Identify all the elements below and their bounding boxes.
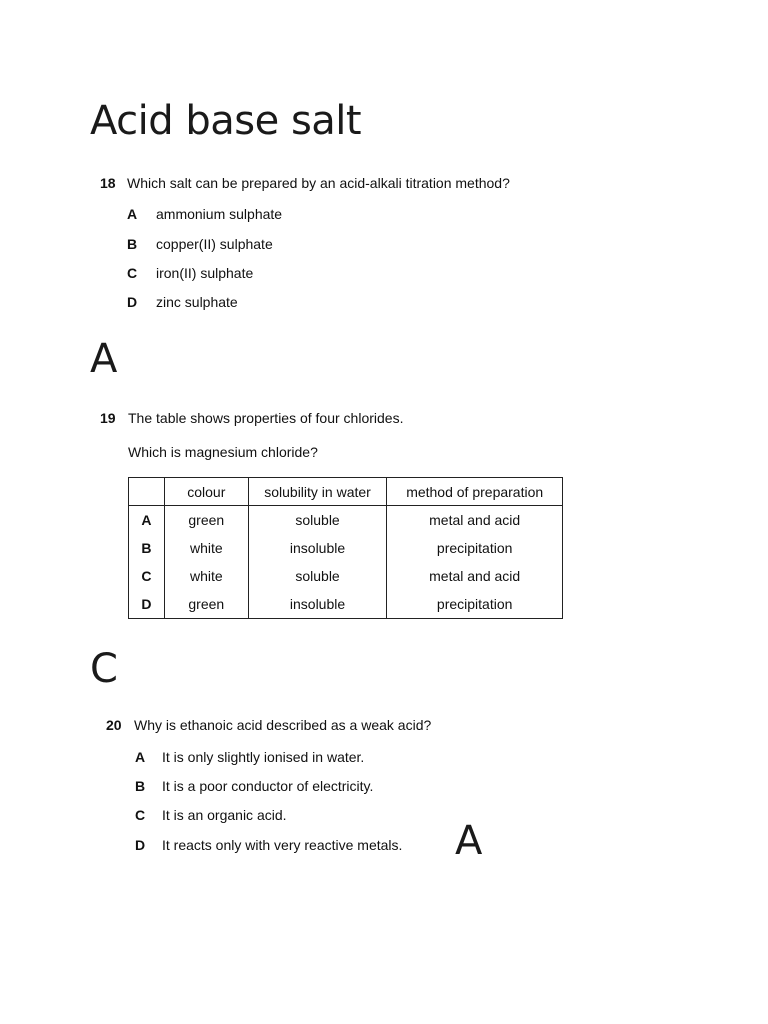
table-cell: precipitation (387, 590, 563, 619)
table-cell: precipitation (387, 534, 563, 562)
table-cell: green (164, 590, 248, 619)
answer-20: A (455, 818, 483, 864)
question-number: 18 (100, 175, 116, 191)
option-letter: B (127, 236, 138, 252)
option-text: copper(II) sulphate (156, 236, 273, 252)
table-cell: soluble (248, 562, 387, 590)
table-row (129, 562, 563, 590)
table-cell: B (129, 534, 165, 562)
option-text: zinc sulphate (156, 294, 238, 310)
question-subtext: Which is magnesium chloride? (128, 444, 318, 460)
table-cell: metal and acid (387, 562, 563, 590)
question-number: 19 (100, 410, 116, 426)
answer-19: C (90, 646, 118, 692)
option-letter: B (135, 778, 146, 794)
table-header-row (129, 478, 563, 506)
option-letter: A (135, 749, 146, 765)
table-header: colour (164, 478, 248, 506)
table-row (129, 506, 563, 535)
option-letter: A (127, 206, 138, 222)
question-text: The table shows properties of four chlorides. (128, 410, 404, 426)
option-letter: D (127, 294, 138, 310)
table-header: solubility in water (248, 478, 387, 506)
table-cell: D (129, 590, 165, 619)
table-cell: C (129, 562, 165, 590)
question-text: Which salt can be prepared by an acid-alkali titration method? (127, 175, 510, 191)
option-text: It is only slightly ionised in water. (162, 749, 365, 765)
question-number: 20 (106, 717, 122, 733)
table-cell: white (164, 562, 248, 590)
table-cell: metal and acid (387, 506, 563, 535)
option-text: It is a poor conductor of electricity. (162, 778, 374, 794)
page-title: Acid base salt (90, 98, 362, 144)
table-row (129, 534, 563, 562)
table-header: method of preparation (387, 478, 563, 506)
option-letter: D (135, 837, 146, 853)
table-cell: green (164, 506, 248, 535)
table-header (129, 478, 165, 506)
chlorides-table (128, 477, 563, 619)
option-letter: C (135, 807, 146, 823)
option-text: It reacts only with very reactive metals. (162, 837, 403, 853)
question-text: Why is ethanoic acid described as a weak acid? (134, 717, 432, 733)
option-text: iron(II) sulphate (156, 265, 254, 281)
option-text: ammonium sulphate (156, 206, 283, 222)
table-row (129, 590, 563, 619)
table-cell: white (164, 534, 248, 562)
option-text: It is an organic acid. (162, 807, 287, 823)
table-cell: insoluble (248, 590, 387, 619)
table-cell: soluble (248, 506, 387, 535)
table-cell: insoluble (248, 534, 387, 562)
answer-18: A (90, 336, 118, 382)
option-letter: C (127, 265, 138, 281)
table-cell: A (129, 506, 165, 535)
